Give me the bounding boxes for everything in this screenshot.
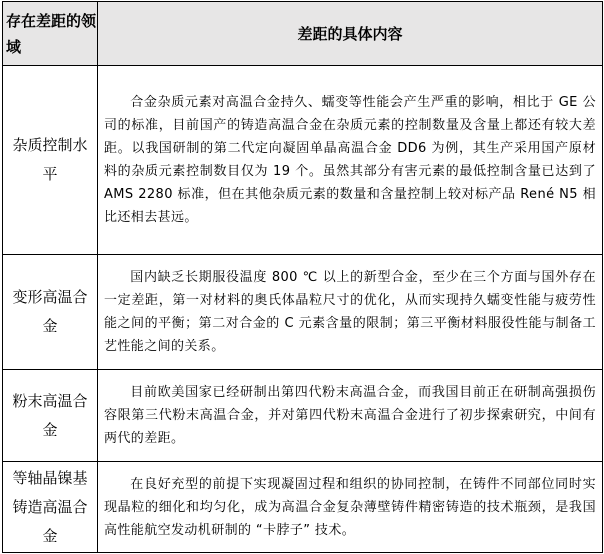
row-content bbox=[98, 462, 603, 553]
table-row bbox=[3, 66, 603, 255]
header-domain-label: 存在差距的领域 bbox=[3, 2, 98, 66]
row-content bbox=[98, 66, 603, 255]
row-content-text: 目前欧美国家已经研制出第四代粉末高温合金，而我国目前正在研制高强损伤容限第三代粉末高温合金，并对第四代粉末高温合金进行了初步探索研究，中间有两代的差距。 bbox=[104, 385, 596, 446]
row-content bbox=[98, 255, 603, 370]
row-content-text: 国内缺乏长期服役温度 800 ℃ 以上的新型合金，至少在三个方面与国外存在一定差距，第一对材料的奥氏体晶粒尺寸的优化，从而实现持久蠕变性能与疲劳性能之间的平衡；第二对合金的 C 元素含量的限制；第三平衡材料服役性能与制备工艺性能之间的关系。 bbox=[104, 270, 596, 354]
table-header-row bbox=[3, 2, 603, 66]
gap-comparison-table bbox=[2, 1, 603, 553]
header-content-label: 差距的具体内容 bbox=[98, 2, 603, 66]
row-category: 粉末高温合金 bbox=[3, 370, 98, 462]
row-content bbox=[98, 370, 603, 462]
table-row bbox=[3, 255, 603, 370]
row-content-text: 在良好充型的前提下实现凝固过程和组织的协同控制，在铸件不同部位同时实现晶粒的细化和均匀化，成为高温合金复杂薄壁铸件精密铸造的技术瓶颈，是我国高性能航空发动机研制的 “卡脖子” 技术。 bbox=[104, 476, 596, 538]
row-category: 变形高温合金 bbox=[3, 255, 98, 370]
row-category: 等轴晶镍基铸造高温合金 bbox=[3, 462, 98, 553]
row-category: 杂质控制水平 bbox=[3, 66, 98, 255]
row-content-text: 合金杂质元素对高温合金持久、蠕变等性能会产生严重的影响，相比于 GE 公司的标准，目前国产的铸造高温合金在杂质元素的控制数量及含量上都还有较大差距。以我国研制的第二代定向凝固单晶高温合金 DD6 为例，其生产采用国产原材料的杂质元素控制数目仅为 19 个。虽然其部分有害元素的最低控制含量已达到了 AMS 2280 标准，但在其他杂质元素的数量和含量控制上较对标产品 René N5 相比还相去甚远。 bbox=[104, 95, 596, 225]
table-row bbox=[3, 462, 603, 553]
table-row bbox=[3, 370, 603, 462]
